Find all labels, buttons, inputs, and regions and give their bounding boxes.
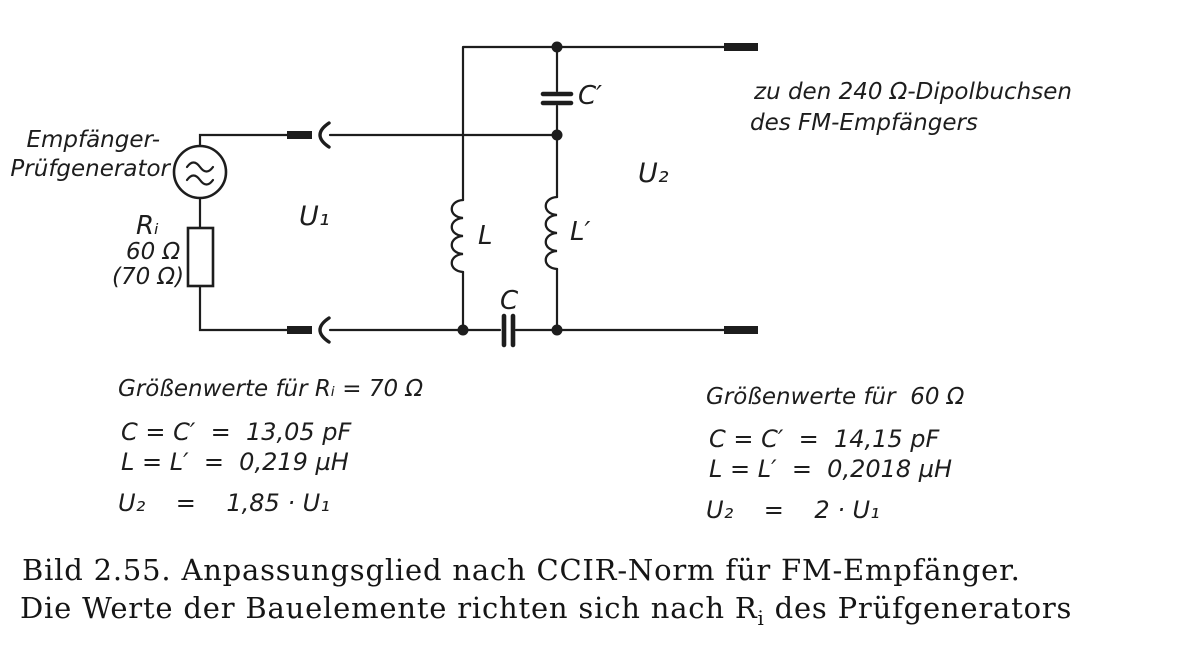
figure-caption-line2 (20, 591, 1072, 630)
values-60-l-row: L = L′ = 0,2018 µH (709, 455, 953, 483)
values-70-c-row: C = C′ = 13,05 pF (121, 418, 352, 446)
output-voltage-label: U₂ (638, 158, 669, 189)
input-voltage-label: U₁ (299, 201, 330, 232)
values-70-u-row: U₂ = 1,85 · U₁ (118, 489, 330, 517)
output-note-line1: zu den 240 Ω-Dipolbuchsen (754, 79, 1072, 105)
capacitor-c-prime-label: C′ (578, 81, 603, 111)
capacitor-c-prime-symbol (543, 94, 571, 103)
capacitor-c-symbol (504, 316, 513, 345)
values-60-c-row: C = C′ = 14,15 pF (709, 425, 940, 453)
resistor-value-label: 60 Ω (126, 239, 181, 265)
resistor-symbol (188, 228, 213, 286)
values-70-title: Größenwerte für Rᵢ = 70 Ω (118, 376, 424, 402)
source-label-line1: Empfänger- (26, 127, 160, 153)
source-label-line2: Prüfgenerator (10, 156, 170, 182)
terminal-bottom-right (724, 326, 758, 334)
inductor-l-prime-label: L′ (570, 217, 591, 247)
resistor-name-label: Rᵢ (136, 211, 159, 241)
output-note-line2: des FM-Empfängers (750, 110, 978, 136)
terminal-top-right (724, 43, 758, 51)
inductor-l-prime-symbol (546, 197, 557, 269)
caption-line2-tail: des Prüfgenerators (764, 591, 1073, 625)
resistor-alt-value-label: (70 Ω) (112, 264, 185, 290)
values-60-title: Größenwerte für 60 Ω (706, 384, 965, 410)
caption-line2-text: Die Werte der Bauelemente richten sich nach R (20, 591, 758, 625)
values-70-l-row: L = L′ = 0,219 µH (121, 448, 349, 476)
figure-caption-line1: Bild 2.55. Anpassungsglied nach CCIR-Norm für FM-Empfänger. (22, 553, 1021, 587)
plug-socket-upper (287, 123, 329, 147)
ac-generator-symbol (174, 146, 226, 198)
capacitor-c-label: C (500, 286, 519, 316)
values-60-u-row: U₂ = 2 · U₁ (706, 496, 880, 524)
plug-socket-lower (287, 318, 329, 342)
caption-line2-subscript: i (757, 606, 765, 630)
inductor-l-label: L (478, 221, 493, 251)
inductor-l-symbol (452, 200, 463, 272)
